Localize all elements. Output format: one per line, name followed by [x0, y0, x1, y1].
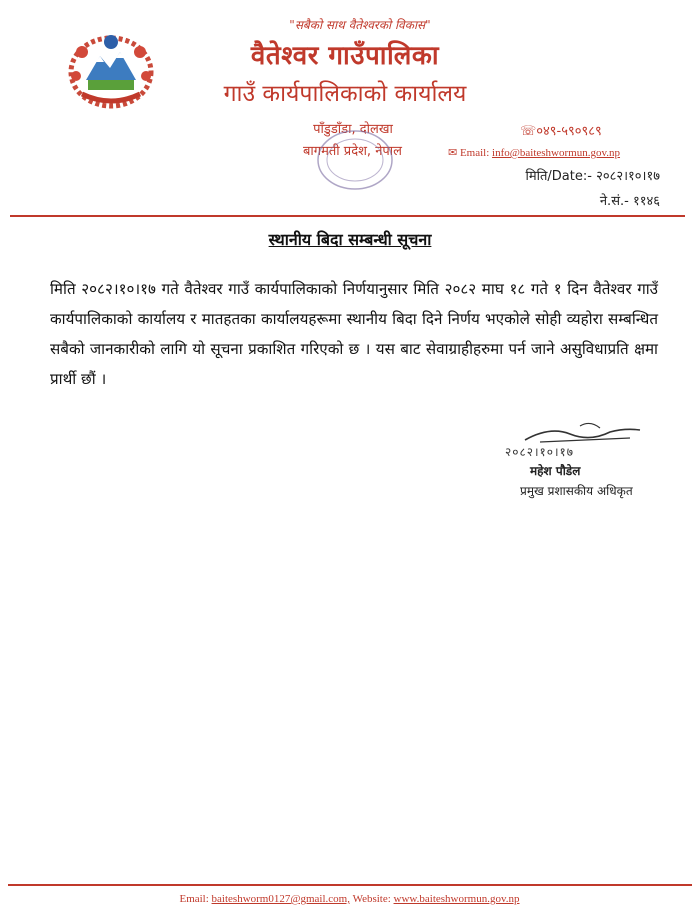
municipality-name: वैतेश्वर गाउँपालिका	[250, 41, 440, 71]
municipality-emblem-logo	[62, 30, 160, 110]
footer-website-label: Website:	[352, 893, 391, 905]
reference-number	[470, 191, 660, 209]
phone-number: ☏०४९-५९०९८९	[520, 124, 602, 139]
date-value: २०८२।१०।१७	[596, 169, 660, 184]
date-label: मिति/Date:-	[525, 169, 592, 184]
footer-contact	[0, 893, 699, 905]
address-line-1: पाँडुडाँडा, दोलखा	[313, 122, 393, 137]
email-label: ✉ Email:	[448, 147, 490, 159]
signature-date: २०८२।१०।१७	[505, 445, 575, 459]
signatory-title: प्रमुख प्रशासकीय अधिकृत	[520, 484, 633, 498]
header-email	[448, 146, 683, 159]
footer-website-link[interactable]: www.baiteshwormun.gov.np	[393, 893, 520, 905]
footer-email-label: Email:	[179, 893, 209, 905]
ref-label: ने.सं.-	[599, 194, 629, 209]
notice-subject: स्थानीय बिदा सम्बन्धी सूचना	[268, 230, 432, 249]
ref-value: ११४६	[632, 194, 660, 209]
office-name: गाउँ कार्यपालिकाको कार्यालय	[223, 81, 467, 107]
notice-body: मिति २०८२।१०।१७ गते वैतेश्वर गाउँ कार्यपालिकाको निर्णयानुसार मिति २०८२ माघ १८ गते १ दिन वैतेश्वर गाउँ कार्यपालिकाको कार्यालय र मातहतका कार्यालयहरूमा स्थानीय बिदा दिने निर्णय भएकोले सोही व्यहोरा सम्बन्धित सबैको जानकारीको लागि यो सूचना प्रकाशित गरिएको छ । यस बाट सेवाग्राहीहरुमा पर्न जाने असुविधाप्रति क्षमा प्रार्थी छौं ।	[50, 280, 658, 388]
signatory-name: महेश पौडेल	[530, 464, 581, 478]
header-email-link[interactable]: info@baiteshwormun.gov.np	[492, 147, 621, 159]
office-stamp	[315, 128, 395, 192]
footer-divider	[8, 884, 692, 886]
header-divider	[10, 215, 685, 217]
footer-email-link[interactable]: baiteshworm0127@gmail.com,	[211, 893, 350, 905]
address-line-2: बागमती प्रदेश, नेपाल	[303, 144, 402, 159]
letter-date	[440, 166, 660, 184]
header-motto: "सबैको साथ वैतेश्वरको विकास"	[289, 18, 431, 32]
